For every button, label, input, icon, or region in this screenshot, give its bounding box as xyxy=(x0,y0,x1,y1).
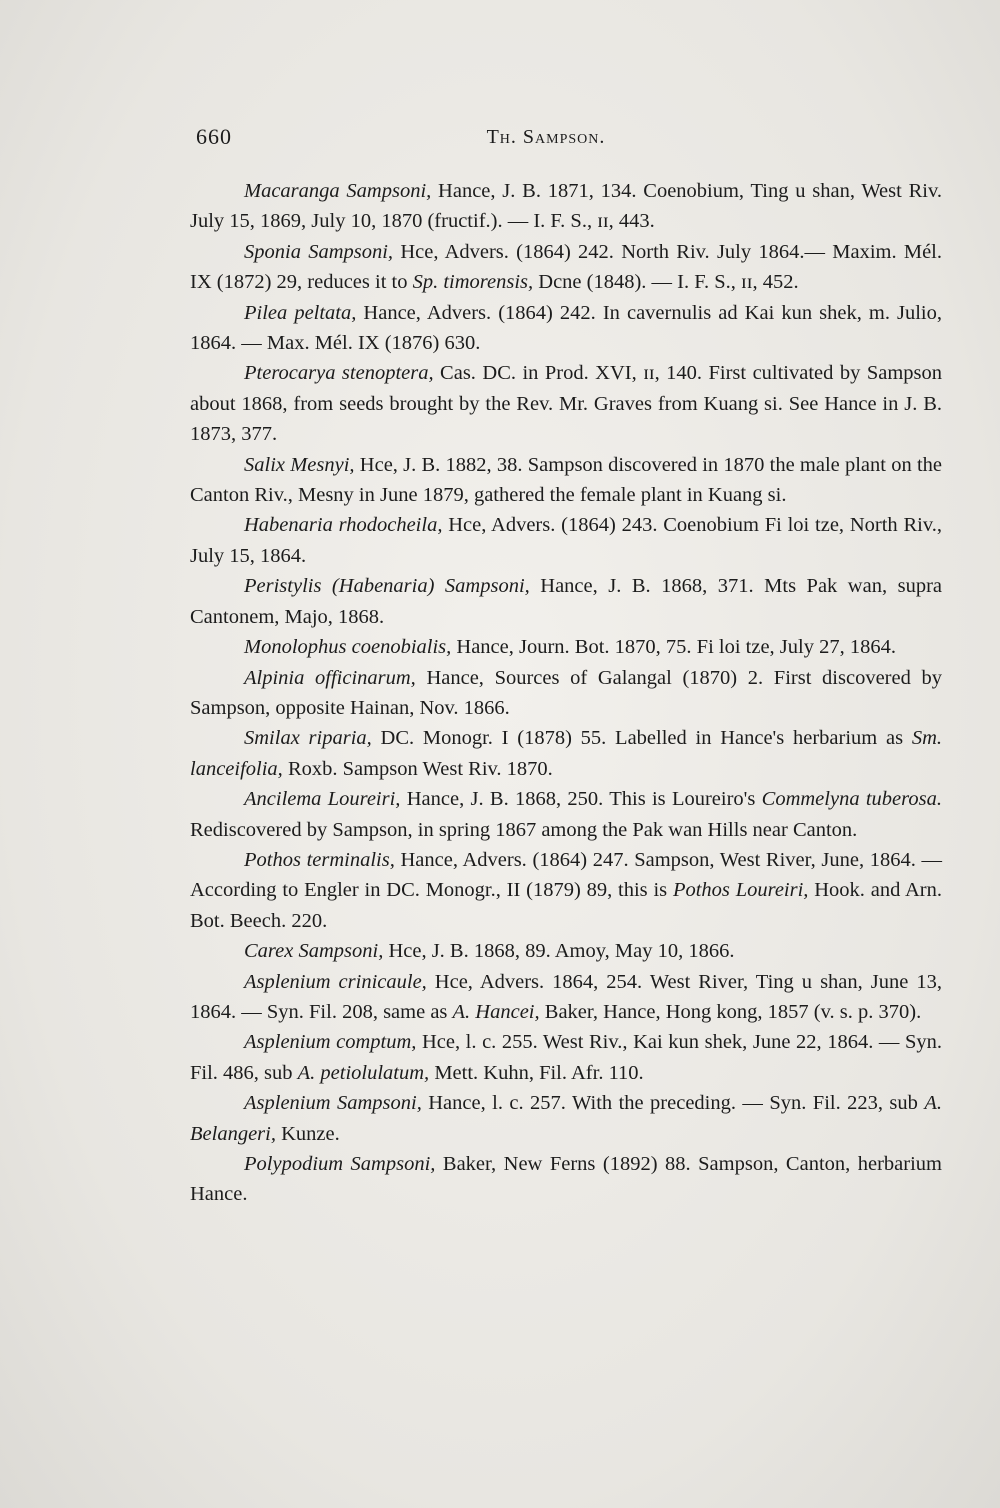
entry xyxy=(190,450,942,511)
species-name: Asplenium comptum, xyxy=(244,1031,417,1054)
entry-text: Hce, l. c. 255. West Riv., Kai kun shek, June 22, 1864. — Syn. Fil. 486, sub xyxy=(190,1031,942,1084)
entry-text: Hance, J. B. 1871, 134. Coenobium, Ting u shan, West Riv. July 15, 1869, July 10, 1870 (fructif.). — I. F. S., ɪɪ, 443. xyxy=(190,180,942,233)
species-name: Smilax riparia, xyxy=(244,727,372,750)
entry-text-2: Roxb. Sampson West Riv. 1870. xyxy=(282,757,553,780)
entry xyxy=(190,1149,942,1210)
entry-text-2: Baker, Hance, Hong kong, 1857 (v. s. p. 370). xyxy=(539,1000,922,1023)
entry xyxy=(190,663,942,724)
entry-text: Hce, Advers. (1864) 242. North Riv. July 1864.— Maxim. Mél. IX (1872) 29, reduces it to xyxy=(190,240,942,294)
entry-text: Hance, l. c. 257. With the preceding. — Syn. Fil. 223, sub xyxy=(421,1092,925,1115)
entry xyxy=(190,1027,942,1088)
species-name-2: Pothos Loureiri, xyxy=(672,879,809,902)
entry-text: Hance, Advers. (1864) 247. Sampson, West River, June, 1864. — According to Engler in DC. Monogr., II (1879) 89, this is xyxy=(190,848,942,902)
entry-text: Baker, New Ferns (1892) 88. Sampson, Canton, herbarium Hance. xyxy=(190,1153,943,1206)
species-name: Asplenium crinicaule, xyxy=(244,970,427,993)
entry-text: DC. Monogr. I (1878) 55. Labelled in Hance's herbarium as xyxy=(371,727,912,750)
species-name: Pothos terminalis, xyxy=(244,848,395,871)
species-name: Macaranga Sampsoni, xyxy=(244,180,432,202)
entry-text: Cas. DC. in Prod. XVI, ɪɪ, 140. First cultivated by Sampson about 1868, from seeds brought by the Rev. Mr. Graves from Kuang si. See Hance in J. B. 1873, 377. xyxy=(190,362,942,446)
species-name-2: Sm. lanceifolia, xyxy=(190,727,942,780)
entry xyxy=(190,298,942,359)
entry-text-2: Mett. Kuhn, Fil. Afr. 110. xyxy=(429,1061,644,1084)
species-name: Monolophus coenobialis, xyxy=(244,636,452,659)
entry-text-2: Rediscovered by Sampson, in spring 1867 among the Pak wan Hills near Canton. xyxy=(190,818,858,841)
entry xyxy=(190,936,942,966)
species-name: Pilea peltata, xyxy=(244,301,357,324)
species-name-2: A. Hancei, xyxy=(452,1000,540,1023)
page-header xyxy=(196,124,940,158)
species-name: Asplenium Sampsoni, xyxy=(244,1092,422,1115)
entry xyxy=(190,237,942,298)
entry xyxy=(190,632,942,662)
entry xyxy=(190,358,942,449)
entry-text: Hance, J. B. 1868, 250. This is Loureiro's xyxy=(400,788,762,811)
species-name-2: Sp. timorensis, xyxy=(412,271,534,294)
entry-text: Hce, J. B. 1868, 89. Amoy, May 10, 1866. xyxy=(383,940,735,963)
species-name: Salix Mesnyi, xyxy=(244,453,355,476)
entry-text: Hance, J. B. 1868, 371. Mts Pak wan, supra Cantonem, Majo, 1868. xyxy=(190,575,942,628)
entry-text: Hce, Advers. 1864, 254. West River, Ting u shan, June 13, 1864. — Syn. Fil. 208, same as xyxy=(190,970,942,1023)
species-name-2: Commelyna tuberosa. xyxy=(761,788,942,811)
species-name: Ancilema Loureiri, xyxy=(244,788,401,811)
entry xyxy=(190,723,942,784)
entry xyxy=(190,1088,942,1149)
species-name: Habenaria rhodocheila, xyxy=(244,514,443,537)
entry-text: Hance, Journ. Bot. 1870, 75. Fi loi tze, July 27, 1864. xyxy=(451,636,896,659)
entry-text-2: Hook. and Arn. Bot. Beech. 220. xyxy=(190,879,942,932)
entry-list xyxy=(190,176,942,1210)
running-head: Th. Sampson. xyxy=(486,126,606,148)
entry-text: Hce, Advers. (1864) 243. Coenobium Fi loi tze, North Riv., July 15, 1864. xyxy=(190,514,942,567)
species-name: Polypodium Sampsoni, xyxy=(244,1153,436,1175)
entry-text: Hance, Sources of Galangal (1870) 2. First discovered by Sampson, opposite Hainan, Nov. 1866. xyxy=(190,666,942,719)
species-name-2: A. petiolulatum, xyxy=(297,1061,430,1084)
entry-text: Hance, Advers. (1864) 242. In cavernulis ad Kai kun shek, m. Julio, 1864. — Max. Mél. IX (1876) 630. xyxy=(190,301,942,355)
species-name: Alpinia officinarum, xyxy=(244,666,416,689)
species-name: Pterocarya stenoptera, xyxy=(244,362,434,385)
species-name: Peristylis (Habenaria) Sampsoni, xyxy=(244,575,530,598)
page-number: 660 xyxy=(196,124,232,149)
species-name: Sponia Sampsoni, xyxy=(244,240,394,263)
entry xyxy=(190,571,942,632)
entry-text-2: Dcne (1848). — I. F. S., ɪɪ, 452. xyxy=(533,271,799,294)
species-name: Carex Sampsoni, xyxy=(244,940,384,963)
entry-text-2: Kunze. xyxy=(275,1122,340,1145)
species-name-2: A. Belangeri, xyxy=(190,1092,942,1145)
entry xyxy=(190,967,942,1028)
entry xyxy=(190,845,942,936)
entry xyxy=(190,510,942,571)
entry-text: Hce, J. B. 1882, 38. Sampson discovered in 1870 the male plant on the Canton Riv., Mesny in June 1879, gathered the female plant in Kuang si. xyxy=(190,453,942,507)
entry xyxy=(190,784,942,845)
entry xyxy=(190,176,942,237)
